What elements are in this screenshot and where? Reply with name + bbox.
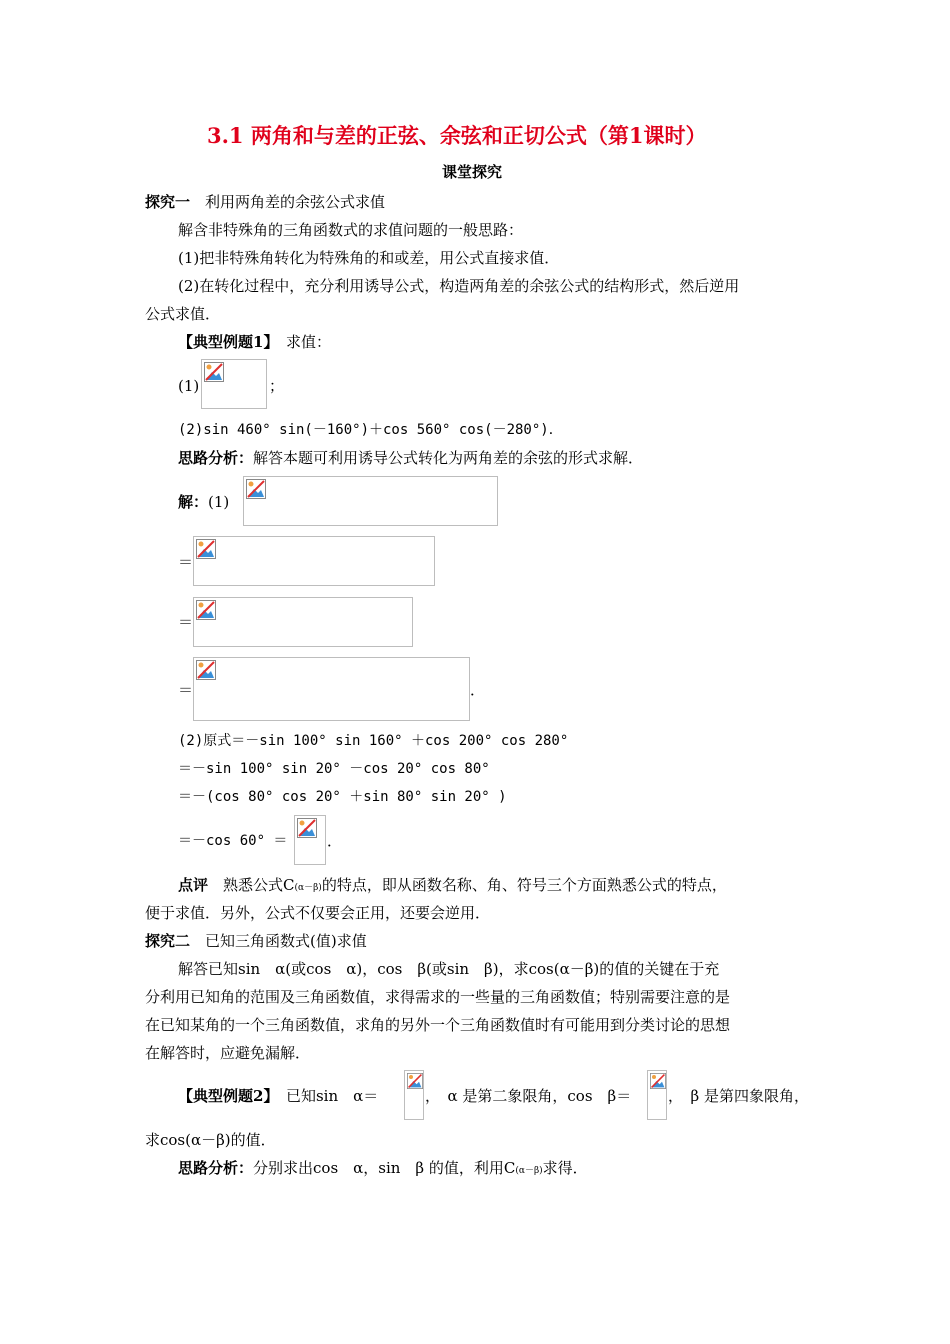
equals-sign: ＝ <box>178 553 194 571</box>
example1-analysis <box>178 448 643 468</box>
analysis-text: 解答本题可利用诱导公式转化为两角差的余弦的形式求解． <box>253 449 644 467</box>
comment-text-a: 熟悉公式C <box>223 876 295 894</box>
example1-q1-suffix: ； <box>269 377 285 395</box>
section2-para: 分利用已知角的范围及三角函数值，求得需求的一些量的三角函数值；特别需要注意的是 <box>145 988 731 1006</box>
analysis-label: 思路分析： <box>178 449 254 467</box>
example2-part3: ， β 是第四象限角， <box>668 1087 809 1105</box>
section1-label: 探究一 <box>145 193 191 211</box>
comment-subscript: (α－β) <box>294 883 322 893</box>
period: ． <box>327 832 343 850</box>
equals-sign: ＝ <box>178 613 194 631</box>
section2-para: 解答已知sin α(或cos α)，cos β(或sin β)，求cos(α－β)的值的关键在于充 <box>178 960 720 978</box>
section2-para: 在已知某角的一个三角函数值，求角的另外一个三角函数值时有可能用到分类讨论的思想 <box>145 1016 731 1034</box>
example1-q2: (2)sin 460° sin(－160°)＋cos 560° cos(－280°)． <box>178 422 563 438</box>
example1-prompt: 求值： <box>285 333 331 351</box>
formula-image <box>294 815 326 865</box>
section1-heading <box>145 192 385 212</box>
example2-label: 【典型例题2】 已知sin α＝ <box>178 1087 379 1105</box>
broken-image-icon <box>204 362 224 382</box>
broken-image-icon <box>650 1073 666 1089</box>
solution2-line4: ＝－cos 60° ＝ <box>178 833 288 849</box>
example2-analysis <box>178 1158 588 1181</box>
broken-image-icon <box>196 600 216 620</box>
section1-step2: (2)在转化过程中，充分利用诱导公式，构造两角差的余弦公式的结构形式，然后逆用 <box>178 277 740 295</box>
solution-part1: (1) <box>208 493 230 511</box>
formula-image <box>404 1070 424 1120</box>
section1-step2-cont: 公式求值． <box>145 305 221 323</box>
equals-sign: ＝ <box>178 681 194 699</box>
broken-image-icon <box>196 660 216 680</box>
section1-intro: 解含非特殊角的三角函数式的求值问题的一般思路： <box>178 221 524 239</box>
solution2-line2: ＝－sin 100° sin 20° －cos 20° cos 80° <box>178 761 490 777</box>
formula-image <box>201 359 267 409</box>
comment <box>178 875 727 898</box>
broken-image-icon <box>297 818 317 838</box>
formula-image <box>193 597 413 647</box>
solution-start <box>178 492 229 512</box>
example1-heading <box>178 332 331 352</box>
page-subtitle: 课堂探究 <box>442 163 503 181</box>
section1-step1: (1)把非特殊角转化为特殊角的和或差，用公式直接求值． <box>178 249 560 267</box>
section2-title: 已知三角函数式(值)求值 <box>205 932 367 950</box>
example1-label: 【典型例题1】 <box>178 333 271 351</box>
analysis-label: 思路分析： <box>178 1159 254 1177</box>
broken-image-icon <box>196 539 216 559</box>
analysis-text-b: 求得． <box>542 1159 588 1177</box>
formula-image <box>243 476 498 526</box>
solution2-line3: ＝－(cos 80° cos 20° ＋sin 80° sin 20° ) <box>178 789 507 805</box>
comment-label: 点评 <box>178 876 209 894</box>
example2-line2: 求cos(α－β)的值． <box>145 1131 276 1149</box>
section1-title: 利用两角差的余弦公式求值 <box>205 193 386 211</box>
example2-part1: 已知sin α＝ <box>285 1087 379 1105</box>
section2-heading <box>145 931 367 951</box>
comment-line2: 便于求值．另外，公式不仅要会正用，还要会逆用． <box>145 904 491 922</box>
solution-label: 解： <box>178 493 209 511</box>
formula-image <box>193 536 435 586</box>
analysis-text-a: 分别求出cos α，sin β 的值，利用C <box>253 1159 516 1177</box>
formula-image <box>193 657 470 721</box>
page-title: 3.1 两角和与差的正弦、余弦和正切公式（第1课时） <box>207 123 707 148</box>
analysis-subscript: (α－β) <box>515 1166 543 1176</box>
broken-image-icon <box>246 479 266 499</box>
broken-image-icon <box>407 1073 423 1089</box>
solution2-line1: (2)原式＝－sin 100° sin 160° ＋cos 200° cos 280° <box>178 733 569 749</box>
comment-text-b: 的特点，即从函数名称、角、符号三个方面熟悉公式的特点， <box>321 876 727 894</box>
section2-label: 探究二 <box>145 932 191 950</box>
example1-q1-prefix: (1) <box>178 377 200 395</box>
period: ． <box>470 681 486 699</box>
example2-part2: ， α 是第二象限角，cos β＝ <box>425 1087 632 1105</box>
section2-para: 在解答时，应避免漏解． <box>145 1044 311 1062</box>
formula-image <box>647 1070 667 1120</box>
